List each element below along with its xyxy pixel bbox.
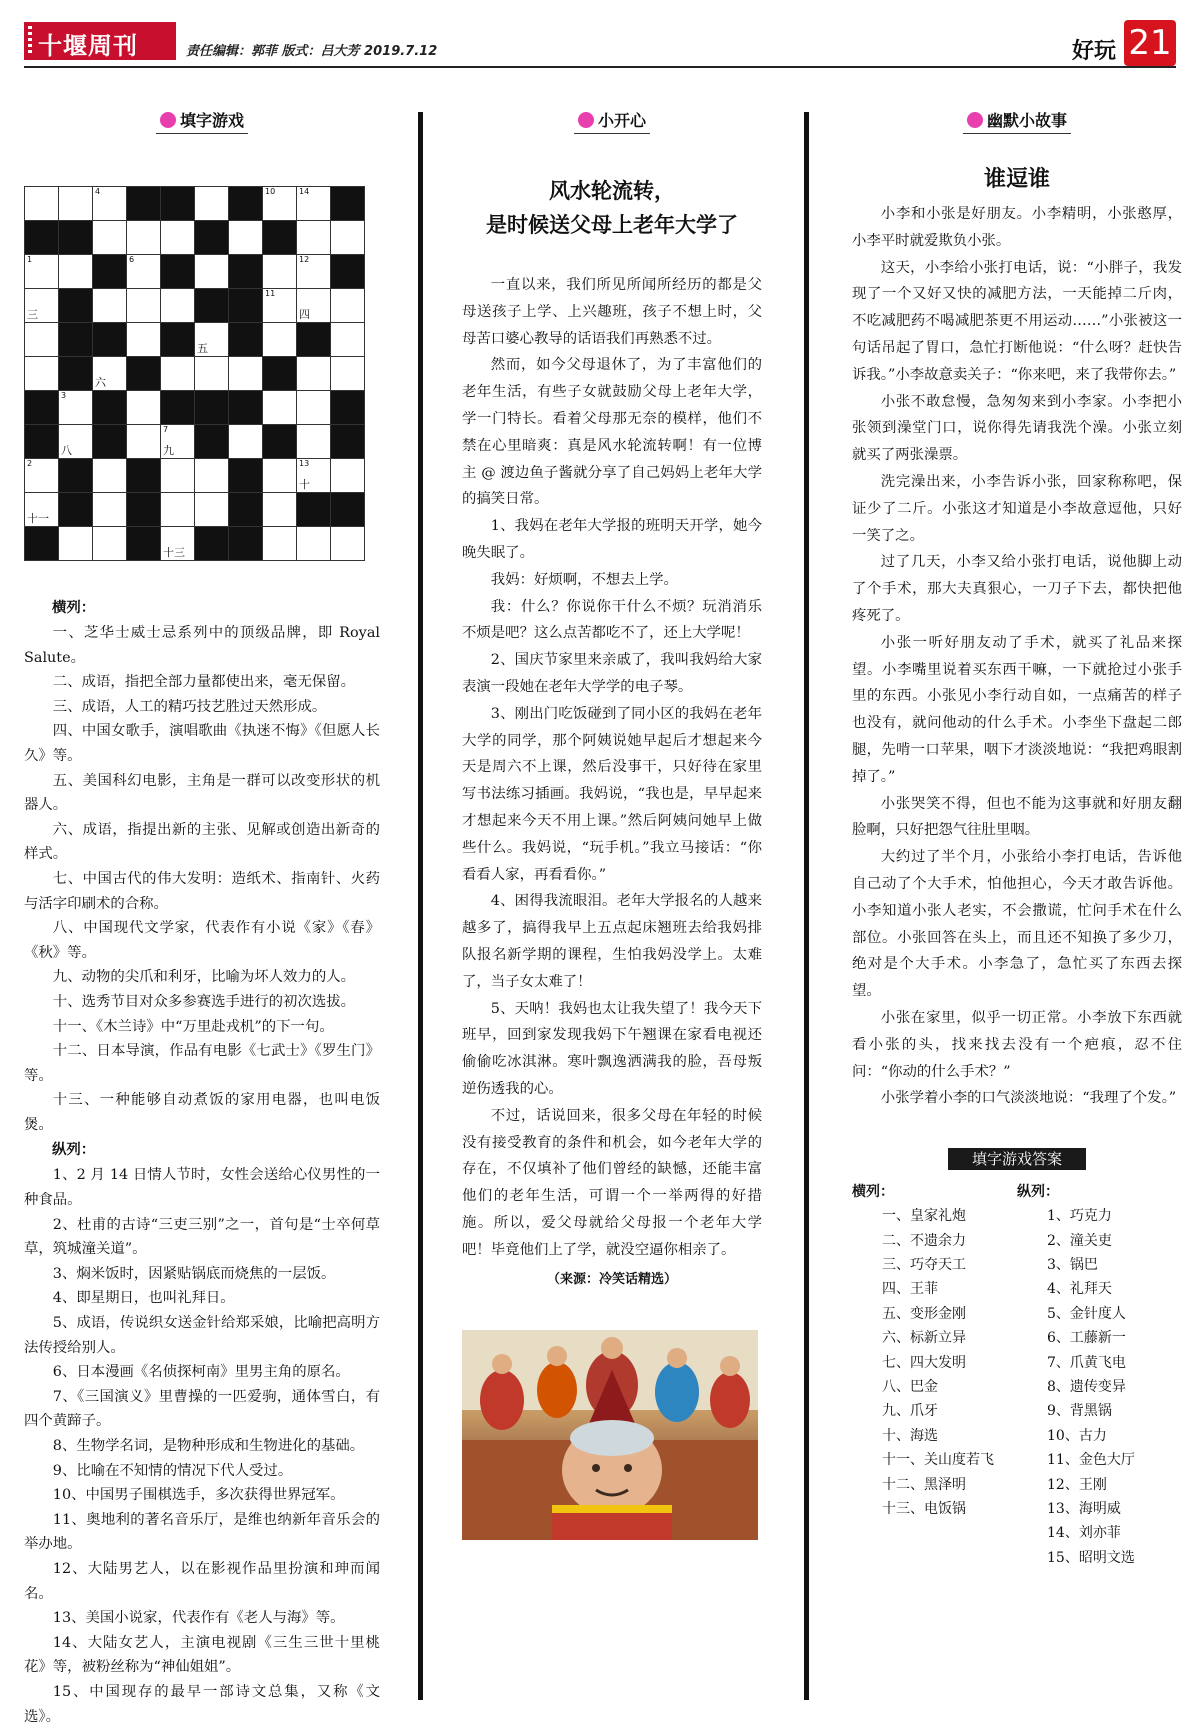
down-clue: 8、生物学名词，是物种形成和生物进化的基础。 xyxy=(52,1438,365,1454)
across-clue-number: 十一 xyxy=(27,512,49,525)
headline-line-1: 风水轮流转， xyxy=(549,178,675,203)
down-clue: 5、成语，传说织女送金针给郑采娘，比喻把高明方法传授给别人。 xyxy=(24,1315,380,1356)
down-clue-number: 10 xyxy=(265,187,276,196)
grid-cell[interactable] xyxy=(229,221,263,255)
grid-cell-black xyxy=(229,459,263,493)
grid-cell[interactable] xyxy=(263,187,297,221)
grid-cell-black xyxy=(331,255,365,289)
story-column xyxy=(852,108,1182,1570)
down-clue-number: 2 xyxy=(27,459,33,468)
article-body xyxy=(462,272,762,1263)
photo-illustration xyxy=(462,1330,758,1540)
story-paragraph: 小张学着小李的口气淡淡地说：“我理了个发。” xyxy=(880,1090,1177,1107)
grid-cell[interactable] xyxy=(161,527,195,561)
grid-cell-black xyxy=(59,323,93,357)
grid-row xyxy=(25,221,365,255)
grid-row xyxy=(25,255,365,289)
down-clue: 4、即星期日，也叫礼拜日。 xyxy=(52,1290,235,1307)
article-headline xyxy=(462,174,762,242)
article-paragraph: 2、国庆节家里来亲戚了，我叫我妈给大家表演一段她在老年大学学的电子琴。 xyxy=(462,652,762,695)
across-heading: 横列： xyxy=(52,599,96,616)
grid-cell-black xyxy=(127,493,161,527)
grid-cell-black xyxy=(229,255,263,289)
grid-cell-black xyxy=(229,527,263,561)
article-paragraph: 一直以来，我们所见所闻所经历的都是父母送孩子上学、上兴趣班，孩子不想上时，父母苦口婆心教导的话语我们再熟悉不过。 xyxy=(462,277,762,347)
grid-cell[interactable] xyxy=(263,493,297,527)
answer-item: 七、四大发明 xyxy=(882,1354,966,1371)
grid-cell-black xyxy=(229,493,263,527)
down-clue: 15、中国现存的最早一部诗文总集，又称《文选》。 xyxy=(24,1683,380,1725)
headline-line-2: 是时候送父母上老年大学了 xyxy=(486,212,738,237)
across-clue: 二、成语，指把全部力量都使出来，毫无保留。 xyxy=(52,674,356,691)
grid-cell[interactable] xyxy=(195,323,229,357)
answer-item: 1、巧克力 xyxy=(1047,1208,1112,1225)
down-heading: 纵列： xyxy=(52,1141,96,1159)
grid-cell[interactable] xyxy=(297,527,331,561)
grid-cell[interactable] xyxy=(331,527,365,561)
grid-cell[interactable] xyxy=(297,187,331,221)
grid-row xyxy=(25,527,365,561)
grid-cell-black xyxy=(25,221,59,255)
down-clue: 10、中国男子围棋选手，多次获得世界冠军。 xyxy=(52,1487,345,1504)
grid-cell[interactable] xyxy=(25,187,59,221)
grid-cell-black xyxy=(297,493,331,527)
down-clue: 14、大陆女艺人，主演电视剧《三生三世十里桃花》等，被粉丝称为“神仙姐姐”。 xyxy=(24,1634,380,1676)
story-paragraph: 过了几天，小李又给小张打电话，说他脚上动了个手术，那大夫真狠心，一刀子下去，都快把他疼死了。 xyxy=(852,554,1182,624)
grid-cell-black xyxy=(161,391,195,425)
grid-row xyxy=(25,187,365,221)
grid-cell[interactable] xyxy=(59,187,93,221)
grid-cell[interactable] xyxy=(127,323,161,357)
story-paragraph: 大约过了半个月，小张给小李打电话，告诉他自己动了个大手术，怕他担心，今天才敢告诉他。小李知道小张人老实，不会撒谎，忙问手术在什么部位。小张回答在头上，而且还不知换了多少刀，绝对是个大手术。小李急了，急忙买了东西去探望。 xyxy=(852,849,1182,1000)
grid-cell[interactable] xyxy=(263,459,297,493)
grid-cell[interactable] xyxy=(161,493,195,527)
article-paragraph: 5、天呐！我妈也太让我失望了！我今天下班早，回到家发现我妈下午翘课在家看电视还偷偷吃冰淇淋。寒叶飘逸洒满我的脸，吾母叛逆伤透我的心。 xyxy=(462,1000,762,1097)
across-clues xyxy=(24,621,380,1137)
crossword-section-title xyxy=(24,108,380,134)
grid-cell[interactable] xyxy=(93,187,127,221)
down-clue-number: 1 xyxy=(27,255,33,264)
grid-row xyxy=(25,391,365,425)
answer-item: 一、皇家礼炮 xyxy=(882,1208,966,1225)
down-clue: 1、2 月 14 日情人节时，女性会送给心仪男性的一种食品。 xyxy=(24,1167,380,1209)
grid-cell-black xyxy=(331,187,365,221)
grid-cell-black xyxy=(195,527,229,561)
article-paragraph: 我：什么？你说你干什么不烦？玩消消乐不烦是吧？这么点苦都吃不了，还上大学呢！ xyxy=(462,598,762,642)
down-clue: 9、比喻在不知情的情况下代人受过。 xyxy=(52,1462,293,1479)
grid-cell-black xyxy=(263,425,297,459)
grid-cell[interactable] xyxy=(93,459,127,493)
across-clue-number: 九 xyxy=(163,444,174,457)
across-clue-number: 六 xyxy=(95,376,106,389)
grid-cell-black xyxy=(161,187,195,221)
grid-cell[interactable] xyxy=(195,187,229,221)
grid-cell-black xyxy=(263,221,297,255)
grid-row xyxy=(25,459,365,493)
crossword-grid xyxy=(24,186,380,561)
grid-cell[interactable] xyxy=(263,527,297,561)
grid-cell[interactable] xyxy=(297,425,331,459)
answer-item: 15、昭明文选 xyxy=(1047,1549,1135,1566)
masthead-title: 十堰周刊 xyxy=(38,31,138,60)
down-clue-number: 7 xyxy=(163,425,169,434)
column-divider xyxy=(418,112,423,1700)
down-clue-number: 11 xyxy=(265,289,276,298)
article-paragraph: 1、我妈在老年大学报的班明天开学，她今晚失眠了。 xyxy=(462,518,762,561)
grid-cell[interactable] xyxy=(25,357,59,391)
grid-cell-black xyxy=(161,255,195,289)
grid-cell[interactable] xyxy=(331,323,365,357)
grid-cell[interactable] xyxy=(331,289,365,323)
down-clue-number: 3 xyxy=(61,391,67,400)
across-clue: 九、动物的尖爪和利牙，比喻为坏人效力的人。 xyxy=(52,969,356,986)
answer-item: 三、巧夺天工 xyxy=(882,1256,966,1273)
grid-cell[interactable] xyxy=(25,255,59,289)
grid-cell[interactable] xyxy=(161,357,195,391)
grid-cell[interactable] xyxy=(93,493,127,527)
grid-cell-black xyxy=(263,357,297,391)
grid-cell-black xyxy=(93,323,127,357)
grid-cell[interactable] xyxy=(331,459,365,493)
story-paragraph: 小张在家里，似乎一切正常。小李放下东西就看小张的头，找来找去没有一个疤痕，忍不住问：“你动的什么手术？” xyxy=(852,1009,1182,1080)
grid-cell-black xyxy=(25,527,59,561)
grid-cell[interactable] xyxy=(331,221,365,255)
grid-cell[interactable] xyxy=(59,527,93,561)
answers-down-heading: 纵列： xyxy=(1017,1184,1059,1201)
down-clue-number: 4 xyxy=(95,187,101,196)
across-clue: 十、选秀节目对众多参赛选手进行的初次选拔。 xyxy=(52,993,356,1010)
grid-cell-black xyxy=(195,425,229,459)
section-title-text: 填字游戏 xyxy=(179,111,244,130)
story-body xyxy=(852,201,1182,1112)
grid-cell-black xyxy=(297,323,331,357)
article-paragraph: 然而，如今父母退休了，为了丰富他们的老年生活，有些子女就鼓励父母上老年大学，学一门特长。看着父母那无奈的模样，他们不禁在心里暗爽：真是风水轮流转啊！有一位博主 @ 渡边鱼子酱就分享了自己妈妈上老年大学的搞笑日常。 xyxy=(462,357,762,508)
grid-cell[interactable] xyxy=(127,289,161,323)
across-clue: 四、中国女歌手，演唱歌曲《执迷不悔》《但愿人长久》等。 xyxy=(24,723,380,764)
grid-cell-black xyxy=(229,187,263,221)
grid-cell-black xyxy=(195,221,229,255)
answer-item: 5、金针度人 xyxy=(1047,1305,1126,1322)
masthead-stripe xyxy=(28,26,32,56)
grid-cell-black xyxy=(195,289,229,323)
grid-cell-black xyxy=(59,459,93,493)
grid-cell[interactable] xyxy=(263,289,297,323)
across-clue: 五、美国科幻电影，主角是一群可以改变形状的机器人。 xyxy=(24,772,380,814)
editor-credits: 责任编辑：郭菲 版式：吕大芳 2019.7.12 xyxy=(186,44,438,59)
grid-cell[interactable] xyxy=(195,459,229,493)
joke-section-title xyxy=(462,108,762,134)
grid-cell-black xyxy=(161,323,195,357)
article-paragraph: 我妈：好烦啊，不想去上学。 xyxy=(490,571,678,588)
down-clue: 2、杜甫的古诗“三吏三别”之一，首句是“士卒何草草，筑城潼关道”。 xyxy=(24,1216,380,1258)
answers-table xyxy=(852,1180,1182,1570)
answer-item: 9、背黑锅 xyxy=(1047,1403,1112,1420)
answer-item: 8、遗传变异 xyxy=(1047,1378,1126,1395)
article-paragraph: 不过，话说回来，很多父母在年轻的时候没有接受教育的条件和机会，如今老年大学的存在，不仅填补了他们曾经的缺憾，还能丰富他们的老年生活，可谓一个一举两得的好措施。所以，爱父母就给父母报一个老年大学吧！毕竟他们上了学，就没空逼你相亲了。 xyxy=(462,1107,762,1258)
page-number: 21 xyxy=(1124,20,1176,66)
across-clue-number: 八 xyxy=(61,444,72,457)
grid-cell[interactable] xyxy=(59,255,93,289)
grid-cell[interactable] xyxy=(297,459,331,493)
story-paragraph: 小张一听好朋友动了手术，就买了礼品来探望。小李嘴里说着买东西干嘛，一下就抢过小张手里的东西。小张见小李行动自如，一点痛苦的样子也没有，就问他动的什么手术。小李坐下盘起二郎腿，先啃一口苹果，咽下才淡淡地说：“我把鸡眼割掉了。” xyxy=(852,634,1182,785)
grid-cell[interactable] xyxy=(127,255,161,289)
grid-cell[interactable] xyxy=(127,425,161,459)
grid-cell-black xyxy=(127,187,161,221)
story-paragraph: 这天，小李给小张打电话，说：“小胖子，我发现了一个又好又快的减肥方法，一天能掉二斤肉，不吃减肥药不喝减肥茶更不用运动……”小张被这一句话吊起了胃口，急忙打断他说：“什么呀？赶快告诉我。”小李故意卖关子：“你来吧，来了我带你去。” xyxy=(852,259,1182,383)
grid-cell[interactable] xyxy=(161,221,195,255)
grid-cell[interactable] xyxy=(331,357,365,391)
seniors-dancing-photo xyxy=(462,1330,758,1540)
grid-cell[interactable] xyxy=(93,289,127,323)
grid-cell[interactable] xyxy=(195,493,229,527)
story-paragraph: 小张哭笑不得，但也不能为这事就和好朋友翻脸啊，只好把怨气往肚里咽。 xyxy=(852,795,1182,839)
grid-cell-black xyxy=(25,425,59,459)
story-paragraph: 小张不敢怠慢，急匆匆来到小李家。小李把小张领到澡堂门口，说你得先请我洗个澡。小张立刻就买了两张澡票。 xyxy=(852,393,1182,464)
grid-cell-black xyxy=(127,357,161,391)
grid-cell[interactable] xyxy=(297,289,331,323)
answers-across xyxy=(852,1180,1017,1570)
section-name: 好玩 xyxy=(1071,39,1116,64)
answer-item: 十三、电饭锅 xyxy=(882,1500,966,1517)
across-clue-number: 四 xyxy=(299,308,310,321)
answer-item: 6、工藤新一 xyxy=(1047,1330,1126,1347)
answer-item: 7、爪黄飞电 xyxy=(1047,1354,1126,1371)
grid-cell-black xyxy=(331,391,365,425)
grid-cell[interactable] xyxy=(25,323,59,357)
article-paragraph: 4、困得我流眼泪。老年大学报名的人越来越多了，搞得我早上五点起床翘班去给我妈排队报名新学期的课程，生怕我妈没学上。太难了，当子女太难了！ xyxy=(462,893,762,990)
answer-item: 九、爪牙 xyxy=(882,1403,938,1420)
grid-cell-black xyxy=(127,527,161,561)
grid-cell[interactable] xyxy=(263,323,297,357)
story-title: 谁逗谁 xyxy=(983,166,1050,192)
grid-cell[interactable] xyxy=(93,357,127,391)
grid-cell[interactable] xyxy=(263,391,297,425)
grid-cell[interactable] xyxy=(297,391,331,425)
answer-item: 四、王菲 xyxy=(882,1281,938,1298)
down-clue: 13、美国小说家，代表作有《老人与海》等。 xyxy=(52,1610,345,1627)
column-divider xyxy=(804,112,809,1700)
answer-item: 八、巴金 xyxy=(882,1378,938,1395)
down-clue: 6、日本漫画《名侦探柯南》里男主角的原名。 xyxy=(52,1364,350,1381)
grid-cell[interactable] xyxy=(127,391,161,425)
across-clue: 八、中国现代文学家，代表作有小说《家》《春》《秋》等。 xyxy=(24,920,380,961)
grid-cell[interactable] xyxy=(25,493,59,527)
crossword-column xyxy=(24,108,380,1729)
joke-column xyxy=(462,108,762,1540)
down-clue-number: 12 xyxy=(299,255,310,264)
answer-item: 2、潼关吏 xyxy=(1047,1232,1112,1249)
grid-row xyxy=(25,425,365,459)
down-clue: 12、大陆男艺人，以在影视作品里扮演和珅而闻名。 xyxy=(24,1560,380,1602)
grid-cell-black xyxy=(127,459,161,493)
across-clue: 一、芝华士威士忌系列中的顶级品牌，即 Royal Salute。 xyxy=(24,625,380,666)
down-clue: 3、焖米饭时，因紧贴锅底而烧焦的一层饭。 xyxy=(52,1265,336,1282)
grid-row xyxy=(25,323,365,357)
header-rule xyxy=(24,66,1176,68)
grid-cell[interactable] xyxy=(127,221,161,255)
grid-cell[interactable] xyxy=(297,221,331,255)
answers-down xyxy=(1017,1180,1182,1570)
down-clue: 7、《三国演义》里曹操的一匹爱驹，通体雪白，有四个黄蹄子。 xyxy=(24,1388,380,1430)
grid-cell-black xyxy=(93,425,127,459)
grid-cell[interactable] xyxy=(195,255,229,289)
grid-cell[interactable] xyxy=(161,459,195,493)
grid-cell-black xyxy=(331,425,365,459)
answer-item: 六、标新立异 xyxy=(882,1330,966,1347)
across-clue-number: 五 xyxy=(197,342,208,355)
grid-cell[interactable] xyxy=(297,255,331,289)
grid-row xyxy=(25,289,365,323)
answers-across-heading: 横列： xyxy=(852,1184,894,1201)
grid-cell[interactable] xyxy=(263,255,297,289)
grid-cell[interactable] xyxy=(25,459,59,493)
across-clue-number: 三 xyxy=(27,308,38,321)
grid-cell-black xyxy=(195,391,229,425)
grid-cell-black xyxy=(93,391,127,425)
down-clues xyxy=(24,1163,380,1729)
down-clue: 11、奥地利的著名音乐厅，是维也纳新年音乐会的举办地。 xyxy=(24,1511,380,1553)
grid-cell[interactable] xyxy=(59,391,93,425)
answer-item: 10、古力 xyxy=(1047,1427,1107,1444)
answer-item: 十一、关山度若飞 xyxy=(882,1452,994,1469)
answer-item: 十二、黑泽明 xyxy=(882,1476,966,1493)
across-clue: 十一、《木兰诗》中“万里赴戎机”的下一句。 xyxy=(52,1018,334,1035)
story-paragraph: 洗完澡出来，小李告诉小张，回家称称吧，保证少了二斤。小张这才知道是小李故意逗他，只好一笑了之。 xyxy=(852,473,1182,544)
grid-cell[interactable] xyxy=(161,289,195,323)
grid-cell-black xyxy=(229,289,263,323)
down-clue-number: 6 xyxy=(129,255,135,264)
section-title-text: 幽默小故事 xyxy=(986,111,1067,130)
answer-item: 3、锅巴 xyxy=(1047,1256,1098,1273)
answer-item: 11、金色大厅 xyxy=(1047,1452,1135,1469)
circle-bullet-icon xyxy=(967,112,983,128)
grid-cell-black xyxy=(229,323,263,357)
grid-cell-black xyxy=(59,357,93,391)
answer-item: 4、礼拜天 xyxy=(1047,1281,1112,1298)
grid-cell[interactable] xyxy=(25,289,59,323)
story-paragraph: 小李和小张是好朋友。小李精明，小张憨厚，小李平时就爱欺负小张。 xyxy=(852,206,1182,249)
story-section-title xyxy=(852,108,1182,134)
grid-cell[interactable] xyxy=(59,425,93,459)
circle-bullet-icon xyxy=(160,112,176,128)
down-clue-number: 14 xyxy=(299,187,310,196)
grid-row xyxy=(25,357,365,391)
article-paragraph: 3、刚出门吃饭碰到了同小区的我妈在老年大学的同学，那个阿姨说她早起后才想起来今天是周六不上课，然后没事干，只好待在家里写书法练习插画。我妈说，“我也是，早早起来才想起来今天不用上课。”然后阿姨问她早上做些什么。我妈说，“玩手机。”我立马接话：“你看看人家，再看看你。” xyxy=(462,705,762,883)
across-clue: 三、成语，人工的精巧技艺胜过天然形成。 xyxy=(52,698,327,715)
answer-item: 14、刘亦菲 xyxy=(1047,1525,1121,1542)
answer-item: 二、不遗余力 xyxy=(882,1232,966,1249)
grid-cell[interactable] xyxy=(297,357,331,391)
across-clue: 六、成语，指提出新的主张、见解或创造出新奇的样式。 xyxy=(24,821,380,863)
grid-cell[interactable] xyxy=(161,425,195,459)
across-clue-number: 十 xyxy=(299,478,310,491)
across-clue: 十三、一种能够自动煮饭的家用电器，也叫电饭煲。 xyxy=(24,1092,380,1133)
grid-cell-black xyxy=(331,493,365,527)
grid-cell[interactable] xyxy=(229,357,263,391)
grid-cell-black xyxy=(59,289,93,323)
grid-cell[interactable] xyxy=(93,527,127,561)
grid-row xyxy=(25,493,365,527)
answers-title: 填字游戏答案 xyxy=(948,1148,1086,1170)
grid-cell[interactable] xyxy=(93,221,127,255)
across-clue: 十二、日本导演，作品有电影《七武士》《罗生门》等。 xyxy=(24,1043,380,1084)
across-clue-number: 十三 xyxy=(163,546,185,559)
answer-item: 12、王刚 xyxy=(1047,1476,1107,1493)
grid-cell-black xyxy=(93,255,127,289)
grid-cell-black xyxy=(59,493,93,527)
answer-item: 十、海选 xyxy=(882,1427,938,1444)
article-source: （来源：冷笑话精选） xyxy=(546,1272,677,1288)
across-clue: 七、中国古代的伟大发明：造纸术、指南针、火药与活字印刷术的合称。 xyxy=(24,870,380,912)
grid-cell[interactable] xyxy=(195,357,229,391)
grid-cell-black xyxy=(59,221,93,255)
grid-cell-black xyxy=(25,391,59,425)
circle-bullet-icon xyxy=(578,112,594,128)
answer-item: 五、变形金刚 xyxy=(882,1305,966,1322)
grid-cell-black xyxy=(229,391,263,425)
answer-item: 13、海明威 xyxy=(1047,1500,1121,1517)
masthead xyxy=(24,22,176,60)
down-clue-number: 13 xyxy=(299,459,310,468)
grid-cell[interactable] xyxy=(229,425,263,459)
section-title-text: 小开心 xyxy=(597,111,646,130)
